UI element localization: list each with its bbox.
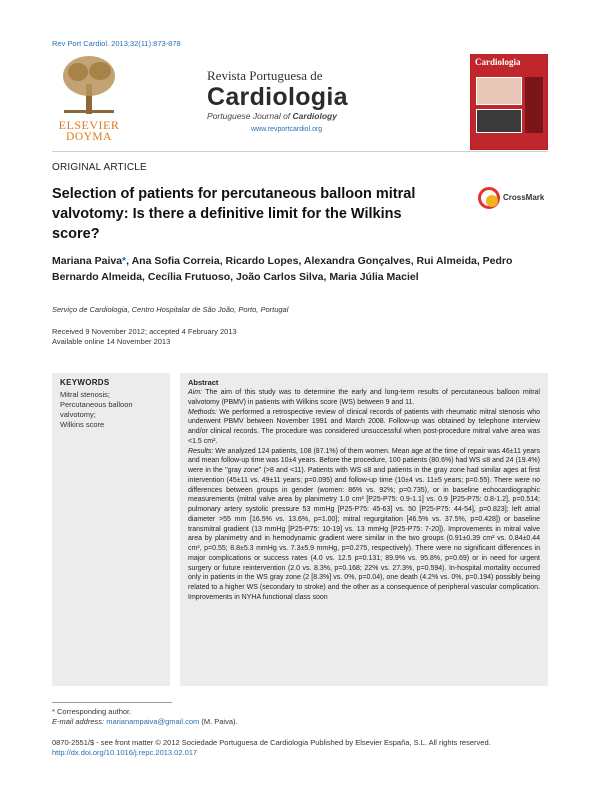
journal-title-main: Cardiologia bbox=[207, 83, 348, 111]
aim-label: Aim: bbox=[188, 389, 202, 396]
journal-title-top: Revista Portuguesa de bbox=[207, 68, 323, 83]
journal-subtitle-bold: Cardiology bbox=[292, 111, 337, 121]
footnote bbox=[52, 702, 238, 727]
journal-citation[interactable]: Rev Port Cardiol. 2013;32(11):873-878 bbox=[52, 39, 181, 48]
article-type-label: ORIGINAL ARTICLE bbox=[52, 162, 147, 173]
abstract-aim bbox=[188, 388, 540, 408]
methods-text: We performed a retrospective review of clinical records of patients with rheumatic mitral stenosis who underwent PBMV between November 1991 and March 2008. Follow-up was obtained by telephone interview and/or clinical records. The procedure was considered unsuccessful when post-procedure mitral valve area was <1.5 cm². bbox=[188, 408, 540, 445]
cover-image-2 bbox=[476, 109, 522, 133]
publisher-subname: DOYMA bbox=[66, 131, 112, 143]
abstract-methods bbox=[188, 408, 540, 447]
journal-subtitle bbox=[207, 111, 407, 121]
elsevier-tree-icon bbox=[60, 54, 118, 116]
received-accepted-dates: Received 9 November 2012; accepted 4 February 2013 bbox=[52, 327, 237, 336]
copyright-block bbox=[52, 738, 491, 758]
results-label: Results: bbox=[188, 447, 214, 455]
journal-url-link[interactable]: www.revportcardiol.org bbox=[251, 126, 323, 133]
crossmark-label: CrossMark bbox=[503, 193, 545, 202]
cover-title: Cardiologia bbox=[475, 57, 521, 67]
abstract-heading: Abstract bbox=[188, 378, 219, 387]
keyword-item: Percutaneous balloon valvotomy; bbox=[60, 400, 133, 419]
keyword-item: Mitral stenosis; bbox=[60, 390, 111, 399]
methods-label: Methods: bbox=[188, 408, 217, 416]
email-line bbox=[52, 717, 238, 727]
crossmark-badge[interactable] bbox=[478, 187, 548, 215]
keyword-item: Wilkins score bbox=[60, 420, 105, 429]
publisher-name: ELSEVIER bbox=[58, 118, 120, 132]
journal-cover-thumbnail bbox=[470, 54, 548, 150]
copyright-line: 0870-2551/$ - see front matter © 2012 Sociedade Portuguesa de Cardiologia Published by Elsevier España, S.L. All rights reserved. bbox=[52, 738, 491, 747]
online-date: Available online 14 November 2013 bbox=[52, 337, 171, 346]
email-suffix: (M. Paiva). bbox=[199, 717, 238, 726]
article-dates bbox=[52, 327, 237, 347]
abstract-results bbox=[188, 447, 540, 603]
cover-image-3 bbox=[525, 77, 543, 133]
doi-link[interactable]: http://dx.doi.org/10.1016/j.repc.2013.02.017 bbox=[52, 748, 198, 757]
journal-title-block bbox=[207, 68, 407, 133]
author-list bbox=[52, 253, 548, 285]
elsevier-logo bbox=[52, 54, 126, 146]
article-title: Selection of patients for percutaneous balloon mitral valvotomy: Is there a definitive limit for the Wilkins score? bbox=[52, 186, 416, 242]
corresponding-author-note: * Corresponding author. bbox=[52, 707, 132, 716]
crossmark-icon bbox=[478, 187, 500, 209]
journal-masthead bbox=[52, 54, 548, 152]
keywords-panel bbox=[52, 373, 170, 686]
email-label: E-mail address: bbox=[52, 717, 105, 726]
author-email-link[interactable]: marianampaiva@gmail.com bbox=[106, 717, 200, 726]
journal-subtitle-prefix: Portuguese Journal of bbox=[207, 111, 291, 121]
author-affiliation: Serviço de Cardiologia, Centro Hospitalar de São João, Porto, Portugal bbox=[52, 305, 289, 314]
cover-image-1 bbox=[476, 77, 522, 105]
other-authors: , Ana Sofia Correia, Ricardo Lopes, Alexandra Gonçalves, Rui Almeida, Pedro Bernardo Almeida, Cecília Frutuoso, João Carlos Silva, Maria Júlia Maciel bbox=[52, 255, 513, 283]
aim-text: The aim of this study was to determine the early and long-term results of percutaneous balloon mitral valvotomy (PBMV) in patients with Wilkins score (WS) between 9 and 11. bbox=[188, 389, 540, 406]
first-author: Mariana Paiva bbox=[52, 255, 123, 267]
keywords-heading: KEYWORDS bbox=[60, 378, 110, 387]
abstract-panel bbox=[180, 373, 548, 686]
corresponding-author-marker[interactable]: * bbox=[122, 255, 127, 267]
results-text: We analyzed 124 patients, 108 (87.1%) of them women. Mean age at the time of repair was 46±11 years and mean follow-up time was 10±4 years. Before the procedure, 100 patients (80.6%) had WS ≤8 and 24 (19.4%) were in the ''gray zone'' (>8 and <11). Patients with WS ≤8 and patients in the gray zone had similar ages at first intervention (45±11 vs. 49±11 years; p=0.095) and follow-up time (10±4 vs. 11±5 years; p=0.55). There were no differences between groups in gender (women: 86% vs. 92%; p=0.735), or in baseline echocardiographic measurements (mitral valve area by planimetry 1.0 cm² [P25-P75: 0.9-1.1] vs. 0.9 [P25-P75: 0.8-1.2], p=0.514; pulmonary artery systolic pressure 53 mmHg [P25-P75: 45-63] vs. 50 [P25-P75: 44-54], p=0.823]; left atrial diameter >55 mm [16.5% vs. 13.6%, p=1.00]; mitral regurgitation [46.5% vs. 37.5%, p=0.428]) or baseline transmitral gradient (13 mmHg [P25-P75: 10-19] vs. 13 mmHg [P25-P75: 7-20]). Improvements in mitral valve area by planimetry and in hemodynamic gradient were similar in the two groups (0.91±0.39 cm² vs. 0.84±0.44 cm², p=0.55; 8.8±5.3 mmHg vs. 7.3±5.9 mmHg, p=0.275, respectively). There were no significant differences in major complications or success rates (4.0 vs. 12.5 p=0.131; 89.9% vs. 95.8%, p=0.69) or in need for urgent surgery or future reintervention (2.0 vs. 8.3%, p=0.168; 22% vs. 27.3%, p=0.594). In-hospital mortality occurred only in patients in the WS gray zone (2 [8.3%] vs. 0%, p=0.04), one death (4.2% vs. 0%, p=0.194) possibly being related to a higher WS (secondary to stroke) and the other as a consequence of peripheral vascular complication. Improvements in NYHA functional class soon bbox=[188, 447, 540, 601]
